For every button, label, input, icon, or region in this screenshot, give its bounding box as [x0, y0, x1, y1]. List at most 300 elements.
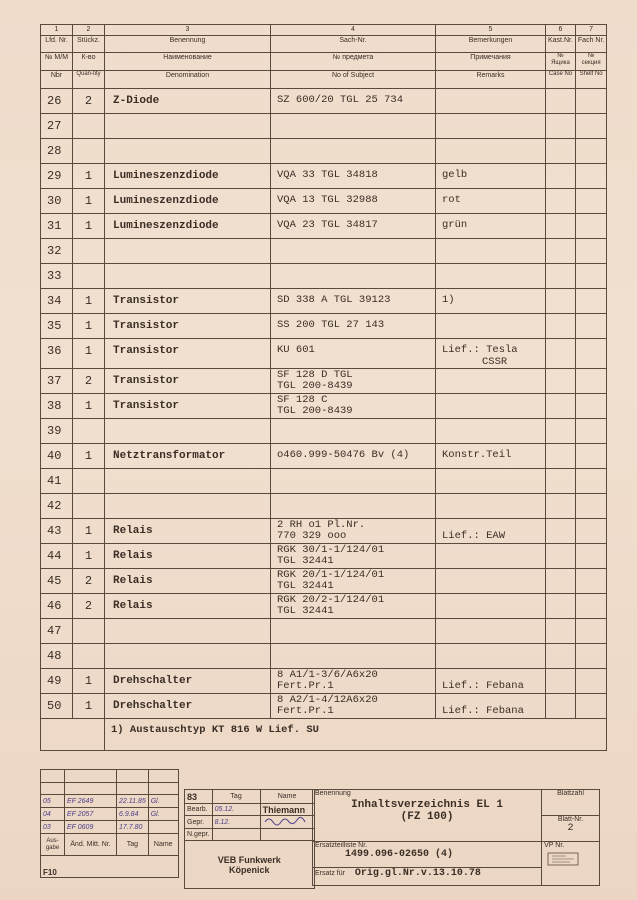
table-row	[41, 114, 607, 139]
row-remarks	[436, 619, 546, 644]
company-line: VEB Funkwerk	[217, 854, 281, 865]
row-remarks	[436, 694, 546, 719]
row-denomination: Relais	[105, 544, 271, 569]
subject-line-2: 770 329 ooo	[277, 530, 347, 542]
remark-line	[442, 499, 543, 511]
table-row	[41, 289, 607, 314]
subject-line: KU 601	[277, 344, 315, 356]
row-shelf-number	[575, 189, 606, 214]
remark-line-2: Lief.: EAW	[442, 530, 506, 542]
row-subject-number	[271, 594, 436, 619]
row-case-number	[546, 164, 576, 189]
row-denomination: Lumineszenzdiode	[105, 164, 271, 189]
row-shelf-number	[575, 444, 606, 469]
parts-table	[40, 24, 607, 751]
header-cell: Remarks	[436, 71, 546, 89]
row-remarks	[436, 494, 546, 519]
row-subject-number	[271, 114, 436, 139]
change-number: EF 0609	[65, 821, 117, 834]
row-number: 33	[41, 264, 73, 289]
row-subject-number	[271, 139, 436, 164]
header-cell: Stückz.	[73, 36, 105, 53]
row-number: 28	[41, 139, 73, 164]
header-cell: Kast.Nr.	[546, 36, 576, 53]
change-number: EF 2649	[65, 795, 117, 808]
row-subject-number	[271, 494, 436, 519]
change-header: Name	[148, 834, 178, 856]
row-number: 47	[41, 619, 73, 644]
subject-line: RGK 20/2-1/124/01	[277, 594, 385, 606]
row-quantity	[73, 264, 105, 289]
row-number: 34	[41, 289, 73, 314]
row-subject-number	[271, 264, 436, 289]
remark-line-2: Lief.: Febana	[442, 705, 524, 717]
row-shelf-number	[575, 644, 606, 669]
remark-line	[442, 599, 543, 611]
remark-line	[442, 474, 543, 486]
row-quantity	[73, 469, 105, 494]
sign-year: 83	[185, 790, 213, 804]
row-remarks	[436, 339, 546, 369]
n-gepr-label: N.gepr.	[185, 829, 213, 841]
row-shelf-number	[575, 264, 606, 289]
row-case-number	[546, 339, 576, 369]
row-number: 40	[41, 444, 73, 469]
col-num: 1	[41, 25, 73, 36]
change-name	[148, 821, 178, 834]
row-case-number	[546, 394, 576, 419]
row-quantity: 1	[73, 289, 105, 314]
change-history	[40, 769, 179, 878]
row-denomination: Z-Diode	[105, 89, 271, 114]
row-denomination	[105, 469, 271, 494]
row-case-number	[546, 239, 576, 264]
table-row	[41, 694, 607, 719]
remark-line: 1)	[442, 294, 455, 306]
header-cell: № секция	[575, 53, 606, 71]
row-remarks	[436, 189, 546, 214]
row-quantity: 1	[73, 164, 105, 189]
col-num: 4	[271, 25, 436, 36]
header-cell: Lfd. Nr.	[41, 36, 73, 53]
row-shelf-number	[575, 694, 606, 719]
row-case-number	[546, 544, 576, 569]
row-subject-number	[271, 339, 436, 369]
subject-line: VQA 33 TGL 34818	[277, 169, 378, 181]
row-shelf-number	[575, 289, 606, 314]
row-quantity: 1	[73, 189, 105, 214]
header-cell: Fach Nr.	[575, 36, 606, 53]
table-row	[41, 264, 607, 289]
row-remarks	[436, 569, 546, 594]
row-case-number	[546, 594, 576, 619]
row-subject-number	[271, 289, 436, 314]
row-number: 31	[41, 214, 73, 239]
row-subject-number	[271, 694, 436, 719]
subject-line: VQA 23 TGL 34817	[277, 219, 378, 231]
row-denomination: Transistor	[105, 314, 271, 339]
row-remarks	[436, 114, 546, 139]
table-row	[41, 369, 607, 394]
row-remarks	[436, 419, 546, 444]
row-quantity	[73, 644, 105, 669]
remark-line	[442, 119, 543, 131]
row-shelf-number	[575, 544, 606, 569]
remark-line	[442, 374, 543, 386]
row-shelf-number	[575, 594, 606, 619]
header-cell: Nbr	[41, 71, 73, 89]
row-remarks	[436, 669, 546, 694]
row-quantity	[73, 239, 105, 264]
header-cell: К-во	[73, 53, 105, 71]
row-denomination	[105, 239, 271, 264]
table-row	[41, 189, 607, 214]
row-case-number	[546, 519, 576, 544]
subject-line-2: TGL 200-8439	[277, 380, 353, 392]
col-num: 3	[105, 25, 271, 36]
row-quantity: 2	[73, 369, 105, 394]
remark-line: Konstr.Teil	[442, 449, 512, 461]
table-row	[41, 314, 607, 339]
document-title: Inhaltsverzeichnis EL 1	[351, 799, 503, 811]
row-case-number	[546, 114, 576, 139]
row-remarks	[436, 444, 546, 469]
row-subject-number	[271, 369, 436, 394]
table-row	[41, 669, 607, 694]
remark-line-2: CSSR	[482, 356, 508, 368]
subject-line: RGK 20/1-1/124/01	[277, 569, 385, 581]
bearb-name: Thiemann	[260, 804, 314, 816]
change-header: Tag	[117, 834, 149, 856]
row-quantity	[73, 619, 105, 644]
table-row	[41, 469, 607, 494]
row-denomination	[105, 264, 271, 289]
vp-label: VP Nr.	[544, 842, 565, 849]
header-cell: Denomination	[105, 71, 271, 89]
row-denomination	[105, 419, 271, 444]
row-denomination	[105, 139, 271, 164]
row-number: 39	[41, 419, 73, 444]
subject-line: RGK 30/1-1/124/01	[277, 544, 385, 556]
ersatz-fuer-label: Ersatz für	[315, 870, 345, 877]
row-subject-number	[271, 89, 436, 114]
remark-line	[442, 144, 543, 156]
header-cell: Quan-tity	[73, 71, 105, 89]
row-subject-number	[271, 569, 436, 594]
table-row	[41, 214, 607, 239]
company-line: Köpenick	[229, 864, 270, 875]
row-shelf-number	[575, 239, 606, 264]
remark-line: Lief.: Tesla	[442, 344, 518, 356]
row-number: 45	[41, 569, 73, 594]
row-case-number	[546, 669, 576, 694]
row-number: 49	[41, 669, 73, 694]
row-subject-number	[271, 164, 436, 189]
remark-line	[442, 94, 543, 106]
subject-line: SS 200 TGL 27 143	[277, 319, 385, 331]
row-case-number	[546, 214, 576, 239]
table-row	[41, 339, 607, 369]
row-quantity: 1	[73, 444, 105, 469]
row-denomination: Transistor	[105, 339, 271, 369]
row-case-number	[546, 419, 576, 444]
row-subject-number	[271, 444, 436, 469]
row-remarks	[436, 289, 546, 314]
stamp-icon	[544, 849, 588, 869]
row-denomination: Transistor	[105, 289, 271, 314]
header-row-russian	[41, 53, 607, 71]
row-shelf-number	[575, 369, 606, 394]
row-remarks	[436, 239, 546, 264]
row-remarks	[436, 89, 546, 114]
row-case-number	[546, 264, 576, 289]
signature-scribble	[263, 816, 309, 826]
remark-line	[442, 624, 543, 636]
blatt-nr-label: Blatt-Nr.	[557, 816, 584, 823]
row-shelf-number	[575, 569, 606, 594]
subject-line-2: TGL 32441	[277, 605, 334, 617]
table-row	[41, 644, 607, 669]
row-subject-number	[271, 519, 436, 544]
row-number: 50	[41, 694, 73, 719]
row-quantity: 1	[73, 394, 105, 419]
row-shelf-number	[575, 469, 606, 494]
footnote-text: 1) Austauschtyp KT 816 W Lief. SU	[105, 719, 607, 751]
bearb-date: 05.12.	[212, 804, 260, 816]
table-row	[41, 444, 607, 469]
header-cell: № Ящика	[546, 53, 576, 71]
row-shelf-number	[575, 619, 606, 644]
subject-line: 8 A1/1-3/6/A6x20	[277, 669, 378, 681]
row-number: 29	[41, 164, 73, 189]
sign-tag-label: Tag	[212, 790, 260, 804]
row-remarks	[436, 519, 546, 544]
row-shelf-number	[575, 89, 606, 114]
change-number: EF 2057	[65, 808, 117, 821]
remark-line	[442, 319, 543, 331]
row-shelf-number	[575, 214, 606, 239]
bearb-label: Bearb.	[185, 804, 213, 816]
header-cell: Case No	[546, 71, 576, 89]
row-shelf-number	[575, 494, 606, 519]
subject-line-2: TGL 200-8439	[277, 405, 353, 417]
row-case-number	[546, 494, 576, 519]
row-denomination: Relais	[105, 519, 271, 544]
header-cell: № М/М	[41, 53, 73, 71]
row-denomination	[105, 619, 271, 644]
remark-line	[442, 549, 543, 561]
header-cell: Shelf No	[575, 71, 606, 89]
subject-line: 8 A2/1-4/12A6x20	[277, 694, 378, 706]
change-header: Aus-gabe	[41, 834, 65, 856]
row-quantity	[73, 494, 105, 519]
row-remarks	[436, 594, 546, 619]
row-denomination: Relais	[105, 594, 271, 619]
remark-line	[442, 424, 543, 436]
col-num: 6	[546, 25, 576, 36]
subject-line: SF 128 C	[277, 394, 328, 406]
table-row	[41, 619, 607, 644]
row-subject-number	[271, 544, 436, 569]
row-case-number	[546, 569, 576, 594]
header-cell: Benennung	[105, 36, 271, 53]
row-denomination	[105, 644, 271, 669]
row-shelf-number	[575, 419, 606, 444]
header-row-english	[41, 71, 607, 89]
row-number: 37	[41, 369, 73, 394]
change-date: 17.7.80	[117, 821, 149, 834]
row-case-number	[546, 89, 576, 114]
table-row	[41, 139, 607, 164]
row-subject-number	[271, 239, 436, 264]
ersatz-fuer-value: Orig.gl.Nr.v.13.10.78	[354, 868, 481, 879]
change-issue: 05	[41, 795, 65, 808]
title-area	[312, 789, 600, 886]
benennung-label: Benennung	[315, 790, 351, 797]
row-case-number	[546, 314, 576, 339]
sign-block	[184, 789, 315, 889]
row-denomination: Drehschalter	[105, 694, 271, 719]
table-row	[41, 164, 607, 189]
row-quantity: 1	[73, 314, 105, 339]
row-quantity: 2	[73, 89, 105, 114]
row-shelf-number	[575, 314, 606, 339]
change-name: Gl.	[148, 808, 178, 821]
blattzahl-label: Blattzahl	[542, 790, 600, 816]
row-shelf-number	[575, 164, 606, 189]
document-subtitle: (FZ 100)	[400, 811, 454, 823]
title-block	[40, 737, 600, 897]
row-case-number	[546, 139, 576, 164]
row-shelf-number	[575, 114, 606, 139]
row-remarks	[436, 469, 546, 494]
row-remarks	[436, 544, 546, 569]
row-number: 38	[41, 394, 73, 419]
row-case-number	[546, 189, 576, 214]
row-remarks	[436, 644, 546, 669]
row-case-number	[546, 694, 576, 719]
row-number: 46	[41, 594, 73, 619]
remark-line: gelb	[442, 169, 468, 181]
gepr-label: Gepr.	[185, 816, 213, 829]
table-row	[41, 419, 607, 444]
row-case-number	[546, 619, 576, 644]
blatt-nr: 2	[567, 823, 574, 834]
row-denomination: Transistor	[105, 394, 271, 419]
remark-line	[442, 399, 543, 411]
table-row	[41, 519, 607, 544]
change-name: Gl.	[148, 795, 178, 808]
subject-line: SD 338 A TGL 39123	[277, 294, 391, 306]
row-denomination	[105, 114, 271, 139]
change-issue: 04	[41, 808, 65, 821]
row-denomination	[105, 494, 271, 519]
change-date: 22.11.85	[117, 795, 149, 808]
row-remarks	[436, 394, 546, 419]
header-cell: Примечания	[436, 53, 546, 71]
table-row	[41, 239, 607, 264]
row-denomination: Netztransformator	[105, 444, 271, 469]
row-subject-number	[271, 619, 436, 644]
row-case-number	[546, 444, 576, 469]
subject-line-2: Fert.Pr.1	[277, 705, 334, 717]
remark-line-2: Lief.: Febana	[442, 680, 524, 692]
change-issue: 03	[41, 821, 65, 834]
table-row	[41, 594, 607, 619]
row-subject-number	[271, 669, 436, 694]
row-denomination: Transistor	[105, 369, 271, 394]
row-remarks	[436, 139, 546, 164]
remark-line	[442, 244, 543, 256]
change-date: 6.9.84	[117, 808, 149, 821]
header-cell: № предмета	[271, 53, 436, 71]
remark-line	[442, 649, 543, 661]
header-cell: Bemerkungen	[436, 36, 546, 53]
header-row-german	[41, 36, 607, 53]
row-number: 42	[41, 494, 73, 519]
row-case-number	[546, 369, 576, 394]
row-quantity: 1	[73, 214, 105, 239]
row-denomination: Drehschalter	[105, 669, 271, 694]
row-quantity	[73, 139, 105, 164]
row-remarks	[436, 214, 546, 239]
ersatz-number: 1499.096-02650 (4)	[345, 849, 454, 860]
row-subject-number	[271, 189, 436, 214]
subject-line: o460.999-50476 Bv (4)	[277, 449, 410, 461]
table-row	[41, 89, 607, 114]
row-subject-number	[271, 644, 436, 669]
table-row	[41, 569, 607, 594]
header-cell: Sach-Nr.	[271, 36, 436, 53]
ersatz-label: Ersatzteilliste Nr.	[315, 842, 368, 849]
row-number: 32	[41, 239, 73, 264]
row-denomination: Relais	[105, 569, 271, 594]
subject-line: VQA 13 TGL 32988	[277, 194, 378, 206]
row-quantity: 1	[73, 694, 105, 719]
row-denomination: Lumineszenzdiode	[105, 214, 271, 239]
gepr-date: 8.12.	[212, 816, 260, 829]
row-number: 36	[41, 339, 73, 369]
change-header: Änd. Mitt. Nr.	[65, 834, 117, 856]
row-number: 26	[41, 89, 73, 114]
row-case-number	[546, 289, 576, 314]
row-quantity: 2	[73, 569, 105, 594]
remark-line	[442, 574, 543, 586]
row-number: 43	[41, 519, 73, 544]
subject-line: 2 RH o1 Pl.Nr.	[277, 519, 366, 531]
col-num: 2	[73, 25, 105, 36]
subject-line-2: TGL 32441	[277, 580, 334, 592]
table-row	[41, 544, 607, 569]
row-quantity: 1	[73, 544, 105, 569]
row-shelf-number	[575, 669, 606, 694]
row-shelf-number	[575, 139, 606, 164]
row-subject-number	[271, 469, 436, 494]
row-shelf-number	[575, 519, 606, 544]
sign-name-label: Name	[260, 790, 314, 804]
subject-line-2: Fert.Pr.1	[277, 680, 334, 692]
subject-line: SF 128 D TGL	[277, 369, 353, 381]
subject-line-2: TGL 32441	[277, 555, 334, 567]
row-subject-number	[271, 419, 436, 444]
header-col-numbers	[41, 25, 607, 36]
row-subject-number	[271, 314, 436, 339]
remark-line: rot	[442, 194, 461, 206]
row-number: 41	[41, 469, 73, 494]
row-remarks	[436, 264, 546, 289]
row-quantity: 1	[73, 339, 105, 369]
row-subject-number	[271, 394, 436, 419]
